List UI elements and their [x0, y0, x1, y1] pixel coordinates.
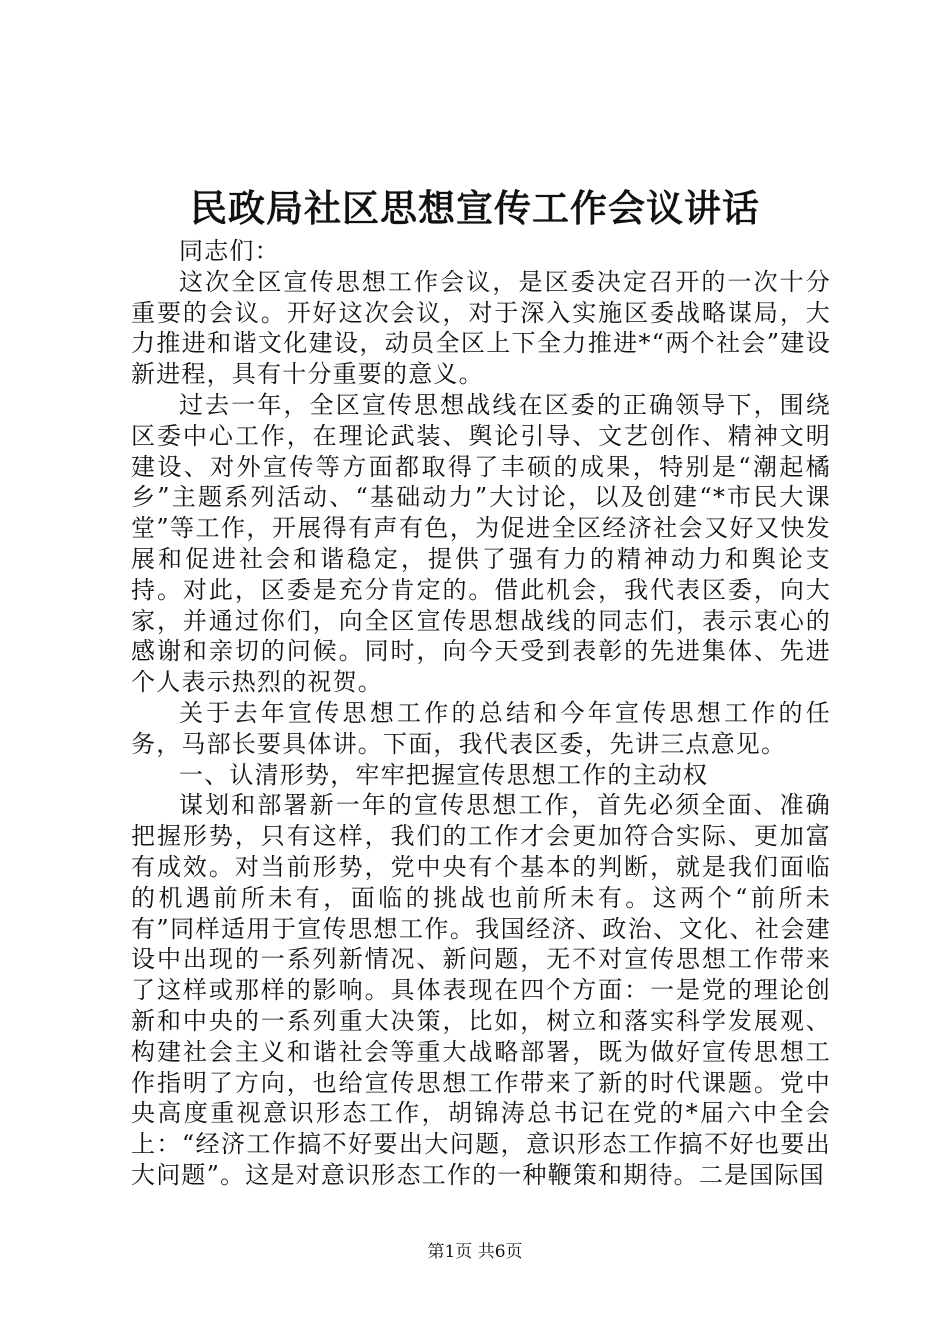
page-footer: 第1页 共6页: [427, 1242, 523, 1262]
document-title: 民政局社区思想宣传工作会议讲话: [190, 186, 760, 230]
paragraph-3: 关于去年宣传思想工作的总结和今年宣传思想工作的任务，马部长要具体讲。下面，我代表区委，先讲三点意见。: [131, 698, 831, 758]
document-body: [131, 236, 831, 1191]
paragraph-4: 谋划和部署新一年的宣传思想工作，首先必须全面、准确把握形势，只有这样，我们的工作才会更加符合实际、更加富有成效。对当前形势，党中央有个基本的判断，就是我们面临的机遇前所未有，面临的挑战也前所未有。这两个“前所未有”同样适用于宣传思想工作。我国经济、政治、文化、社会建设中出现的一系列新情况、新问题，无不对宣传思想工作带来了这样或那样的影响。具体表现在四个方面：一是党的理论创新和中央的一系列重大决策，比如，树立和落实科学发展观、构建社会主义和谐社会等重大战略部署，既为做好宣传思想工作指明了方向，也给宣传思想工作带来了新的时代课题。党中央高度重视意识形态工作，胡锦涛总书记在党的*届六中全会上：“经济工作搞不好要出大问题，意识形态工作搞不好也要出大问题”。这是对意识形态工作的一种鞭策和期待。二是国际国: [131, 791, 831, 1189]
section-heading-1: 一、认清形势，牢牢把握宣传思想工作的主动权: [179, 760, 709, 789]
salutation: 同志们：: [179, 237, 280, 265]
paragraph-2: 过去一年，全区宣传思想战线在区委的正确领导下，围绕区委中心工作，在理论武装、舆论引导、文艺创作、精神文明建设、对外宣传等方面都取得了丰硕的成果，特别是“潮起橘乡”主题系列活动、“基础动力”大讨论，以及创建“*市民大课堂”等工作，开展得有声有色，为促进全区经济社会又好又快发展和促进社会和谐稳定，提供了强有力的精神动力和舆论支持。对此，区委是充分肯定的。借此机会，我代表区委，向大家，并通过你们，向全区宣传思想战线的同志们，表示衷心的感谢和亲切的问候。同时，向今天受到表彰的先进集体、先进个人表示热烈的祝贺。: [131, 390, 831, 697]
paragraph-1: 这次全区宣传思想工作会议，是区委决定召开的一次十分重要的会议。开好这次会议，对于深入实施区委战略谋局，大力推进和谐文化建设，动员全区上下全力推进*“两个社会”建设新进程，具有十分重要的意义。: [131, 267, 831, 389]
